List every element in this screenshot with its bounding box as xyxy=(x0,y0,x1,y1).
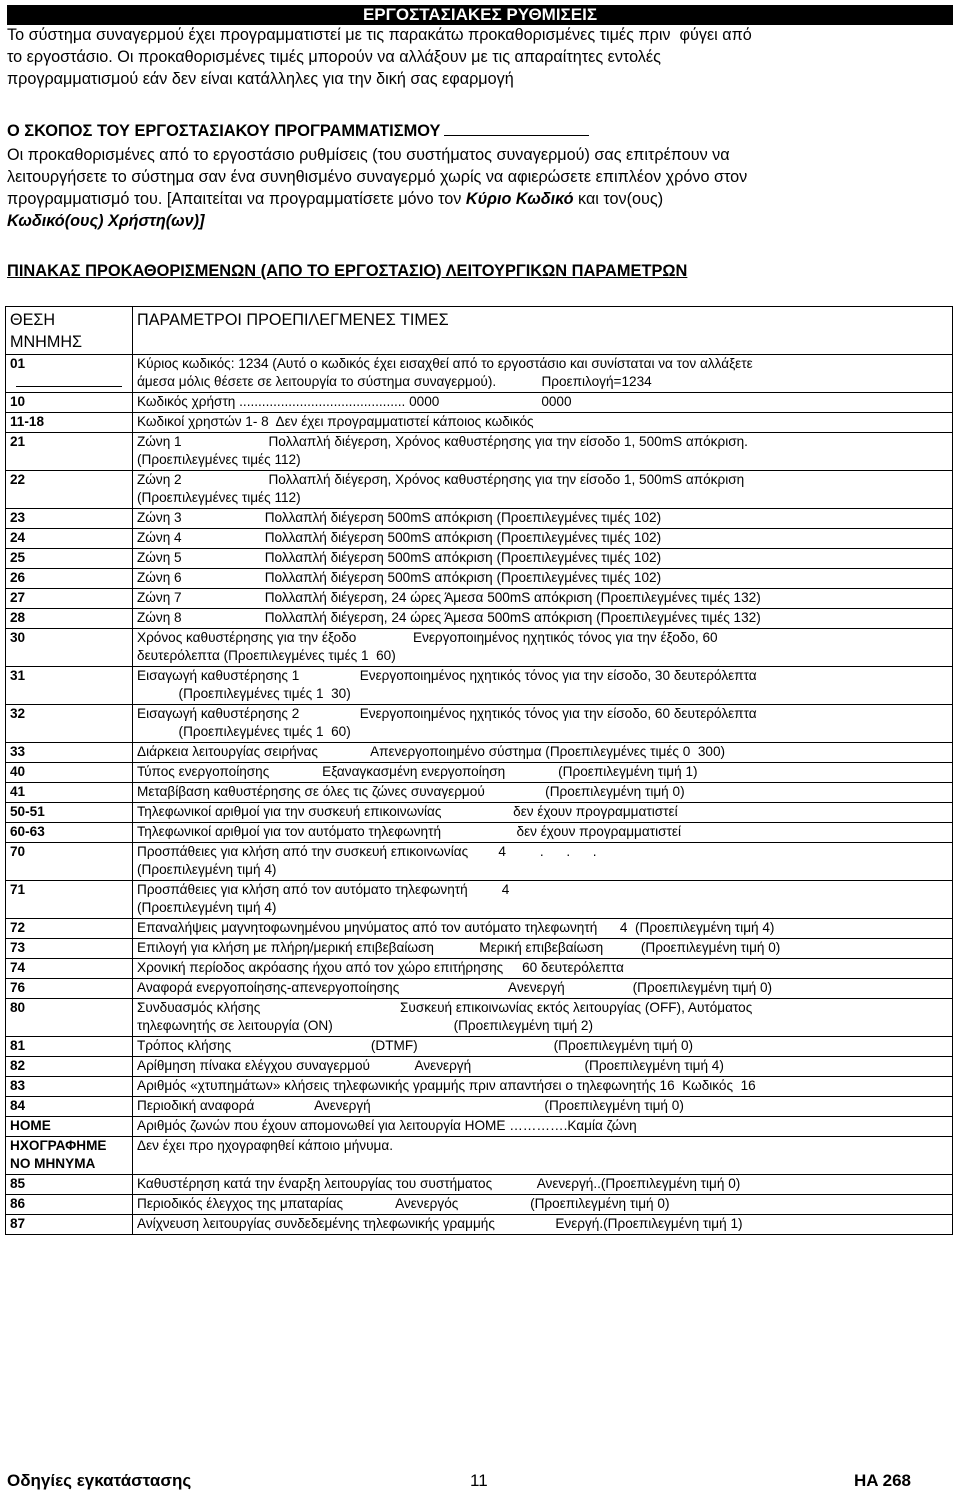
parameter-description xyxy=(133,763,953,783)
memory-position-text: HOME xyxy=(10,1118,51,1133)
memory-position xyxy=(6,549,133,569)
header-parameters: ΠΑΡΑΜΕΤΡΟΙ ΠΡΟΕΠΙΛΕΓΜΕΝΕΣ ΤΙΜΕΣ xyxy=(133,307,953,355)
parameter-line: Κωδικός χρήστη ............................................ 0000 0000 xyxy=(137,394,572,409)
memory-position-text: 86 xyxy=(10,1196,26,1211)
parameter-description xyxy=(133,743,953,763)
parameter-line: Προσπάθειες για κλήση από τον αυτόματο τηλεφωνητή 4 xyxy=(137,882,510,897)
parameter-description xyxy=(133,705,953,743)
parameter-description xyxy=(133,959,953,979)
table-row xyxy=(6,569,953,589)
parameter-description xyxy=(133,1175,953,1195)
parameter-description xyxy=(133,355,953,393)
parameter-line: Ανίχνευση λειτουργίας συνδεδεμένης τηλεφωνικής γραμμής Ενεργή.(Προεπιλεγμένη τιμή 1) xyxy=(137,1216,743,1231)
table-row xyxy=(6,1137,953,1175)
parameter-description xyxy=(133,1215,953,1235)
memory-position xyxy=(6,705,133,743)
parameter-line: Προσπάθειες για κλήση από την συσκευή επικοινωνίας 4 . . . xyxy=(137,844,597,859)
parameter-line: Εισαγωγή καθυστέρησης 2 Ενεργοποιημένος ηχητικός τόνος για την είσοδο, 60 δευτερόλεπτα xyxy=(137,706,757,721)
memory-position xyxy=(6,589,133,609)
table-row xyxy=(6,743,953,763)
memory-position-text: 73 xyxy=(10,940,26,955)
memory-position-text: 40 xyxy=(10,764,26,779)
header-position xyxy=(6,307,133,355)
memory-position-text: 72 xyxy=(10,920,26,935)
parameter-description xyxy=(133,471,953,509)
memory-position-text: 25 xyxy=(10,550,26,565)
parameter-line: Τύπος ενεργοποίησης Εξαναγκασμένη ενεργοποίηση (Προεπιλεγμένη τιμή 1) xyxy=(137,764,698,779)
parameter-line: Επιλογή για κλήση με πλήρη/μερική επιβεβαίωση Μερική επιβεβαίωση (Προεπιλεγμένη τιμή 0) xyxy=(137,940,781,955)
footer-manual-title: Οδηγίες εγκατάστασης xyxy=(7,1471,192,1490)
memory-position-text: 84 xyxy=(10,1098,26,1113)
parameter-description xyxy=(133,881,953,919)
parameter-description xyxy=(133,393,953,413)
table-row xyxy=(6,549,953,569)
parameter-description xyxy=(133,509,953,529)
parameter-line: (Προεπιλεγμένη τιμή 4) xyxy=(137,862,277,877)
scope-heading-text: Ο ΣΚΟΠΟΣ ΤΟΥ ΕΡΓΟΣΤΑΣΙΑΚΟΥ ΠΡΟΓΡΑΜΜΑΤΙΣΜΟΥ xyxy=(7,122,441,140)
parameter-line: Συνδυασμός κλήσης Συσκευή επικοινωνίας εκτός λειτουργίας (OFF), Αυτόματος xyxy=(137,1000,753,1015)
parameter-description xyxy=(133,919,953,939)
parameter-line: Ζώνη 3 Πολλαπλή διέγερση 500mS απόκριση (Προεπιλεγμένες τιμές 102) xyxy=(137,510,662,525)
table-row xyxy=(6,355,953,393)
memory-position-text: 71 xyxy=(10,882,26,897)
parameter-line: (Προεπιλεγμένη τιμή 4) xyxy=(137,900,277,915)
parameter-line: τηλεφωνητής σε λειτουργία (ON) (Προεπιλεγμένη τιμή 2) xyxy=(137,1018,594,1033)
parameter-description xyxy=(133,569,953,589)
table-row xyxy=(6,667,953,705)
table-row xyxy=(6,803,953,823)
memory-position-text: 32 xyxy=(10,706,26,721)
parameter-line: Αριθμός «χτυπημάτων» κλήσεις τηλεφωνικής γραμμής πριν απαντήσει ο τηλεφωνητής 16 Κωδικός 16 xyxy=(137,1078,756,1093)
parameter-line: Περιοδική αναφορά Ανενεργή (Προεπιλεγμένη τιμή 0) xyxy=(137,1098,684,1113)
parameter-line: Αρίθμηση πίνακα ελέγχου συναγερμού Ανενεργή (Προεπιλεγμένη τιμή 4) xyxy=(137,1058,724,1073)
footer-page-number: 11 xyxy=(470,1471,488,1490)
table-row xyxy=(6,1175,953,1195)
memory-position xyxy=(6,433,133,471)
table-row xyxy=(6,823,953,843)
memory-position-text: 70 xyxy=(10,844,26,859)
parameter-line: Χρόνος καθυστέρησης για την έξοδο Ενεργοποιημένος ηχητικός τόνος για την έξοδο, 60 xyxy=(137,630,718,645)
parameter-description xyxy=(133,823,953,843)
memory-position xyxy=(6,1195,133,1215)
parameter-line xyxy=(137,1155,952,1173)
parameter-line: Χρονική περίοδος ακρόασης ήχου από τον χώρο επιτήρησης 60 δευτερόλεπτα xyxy=(137,960,624,975)
memory-position-text: 10 xyxy=(10,394,26,409)
memory-position-text: ΗΧΟΓΡΑΦΗΜΕ xyxy=(10,1138,107,1153)
parameter-description xyxy=(133,529,953,549)
table-row xyxy=(6,881,953,919)
scope-line xyxy=(7,210,953,232)
memory-position xyxy=(6,1175,133,1195)
footer-model: HA 268 xyxy=(853,1471,911,1490)
scope-heading xyxy=(7,121,589,141)
parameter-line: δευτερόλεπτα (Προεπιλεγμένες τιμές 1 60) xyxy=(137,648,396,663)
memory-position xyxy=(6,881,133,919)
parameter-line: Τρόπος κλήσης (DTMF) (Προεπιλεγμένη τιμή 0) xyxy=(137,1038,694,1053)
parameter-description xyxy=(133,609,953,629)
intro-paragraph xyxy=(7,24,953,90)
table-row xyxy=(6,393,953,413)
memory-position xyxy=(6,1117,133,1137)
parameter-description xyxy=(133,549,953,569)
memory-position-text: 11-18 xyxy=(10,414,45,429)
intro-line: το εργοστάσιο. Οι προκαθορισμένες τιμές μπορούν να αλλάξουν με τις απαραίτητες εντολές xyxy=(7,48,661,66)
parameter-description xyxy=(133,629,953,667)
memory-position xyxy=(6,743,133,763)
memory-position xyxy=(6,1077,133,1097)
table-row xyxy=(6,413,953,433)
parameter-description xyxy=(133,1195,953,1215)
parameter-line: Αριθμός ζωνών που έχουν απομονωθεί για λειτουργία HOME ………….Καμία ζώνη xyxy=(137,1118,637,1133)
parameter-line: Δεν έχει προ ηχογραφηθεί κάποιο μήνυμα. xyxy=(137,1138,393,1153)
memory-position-text: 80 xyxy=(10,1000,26,1015)
table-row xyxy=(6,1215,953,1235)
memory-position-text: 41 xyxy=(10,784,26,799)
memory-position xyxy=(6,823,133,843)
parameter-line: Κωδικοί χρηστών 1- 8 Δεν έχει προγραμματιστεί κάποιος κωδικός xyxy=(137,414,534,429)
parameter-line: Ζώνη 1 Πολλαπλή διέγερση, Χρόνος καθυστέρησης για την είσοδο 1, 500mS απόκριση. xyxy=(137,434,748,449)
table-row xyxy=(6,509,953,529)
parameter-line: Ζώνη 5 Πολλαπλή διέγερση 500mS απόκριση (Προεπιλεγμένες τιμές 102) xyxy=(137,550,662,565)
memory-position xyxy=(6,569,133,589)
parameter-line: Εισαγωγή καθυστέρησης 1 Ενεργοποιημένος ηχητικός τόνος για την είσοδο, 30 δευτερόλεπτα xyxy=(137,668,757,683)
parameter-description xyxy=(133,783,953,803)
memory-position xyxy=(6,979,133,999)
intro-line: Το σύστημα συναγερμού έχει προγραμματιστεί με τις παρακάτω προκαθορισμένες τιμές πριν φύγει από xyxy=(7,26,752,44)
parameter-description xyxy=(133,1057,953,1077)
heading-underline xyxy=(444,121,589,136)
parameter-description xyxy=(133,1117,953,1137)
memory-position xyxy=(6,509,133,529)
memory-position xyxy=(6,393,133,413)
scope-line: Οι προκαθορισμένες από το εργοστάσιο ρυθμίσεις (του συστήματος συναγερμού) σας επιτρέπουν να xyxy=(7,146,730,164)
memory-position xyxy=(6,803,133,823)
parameter-line: (Προεπιλεγμένες τιμές 112) xyxy=(137,452,301,467)
table-row xyxy=(6,629,953,667)
memory-position-text: 21 xyxy=(10,434,26,449)
parameter-line: Ζώνη 7 Πολλαπλή διέγερση, 24 ώρες Άμεσα 500mS απόκριση (Προεπιλεγμένες τιμές 132) xyxy=(137,590,761,605)
memory-position-text: 60-63 xyxy=(10,824,45,839)
memory-position-text: 85 xyxy=(10,1176,26,1191)
parameter-line: (Προεπιλεγμένες τιμές 112) xyxy=(137,490,301,505)
table-row xyxy=(6,609,953,629)
memory-position-text: 76 xyxy=(10,980,26,995)
memory-position xyxy=(6,1215,133,1235)
memory-position xyxy=(6,413,133,433)
table-row xyxy=(6,843,953,881)
memory-position-text: 01 xyxy=(10,356,26,371)
memory-position-text: 81 xyxy=(10,1038,26,1053)
table-row xyxy=(6,1057,953,1077)
memory-position xyxy=(6,1037,133,1057)
memory-position-text: 28 xyxy=(10,610,26,625)
memory-position xyxy=(6,529,133,549)
memory-position xyxy=(6,843,133,881)
memory-position xyxy=(6,999,133,1037)
position-underline xyxy=(16,373,122,387)
table-row xyxy=(6,471,953,509)
table-row xyxy=(6,919,953,939)
memory-position xyxy=(6,667,133,705)
memory-position xyxy=(6,1057,133,1077)
parameter-description xyxy=(133,1037,953,1057)
parameter-line: Ζώνη 8 Πολλαπλή διέγερση, 24 ώρες Άμεσα 500mS απόκριση (Προεπιλεγμένες τιμές 132) xyxy=(137,610,761,625)
parameter-description xyxy=(133,413,953,433)
memory-position xyxy=(6,783,133,803)
table-header-row xyxy=(6,307,953,355)
memory-position-text: 74 xyxy=(10,960,26,975)
scope-paragraph xyxy=(7,144,953,232)
memory-position xyxy=(6,919,133,939)
intro-line: προγραμματισμού εάν δεν είναι κατάλληλες για την δική σας εφαρμογή xyxy=(7,70,514,88)
memory-position-text: 50-51 xyxy=(10,804,45,819)
parameters-table xyxy=(5,306,953,1235)
user-codes-emphasis: Κωδικό(ους) Χρήστη(ων)] xyxy=(7,212,205,230)
table-row xyxy=(6,529,953,549)
table-row xyxy=(6,763,953,783)
table-row xyxy=(6,999,953,1037)
parameter-description xyxy=(133,667,953,705)
parameter-line: Επαναλήψεις μαγνητοφωνημένου μηνύματος από τον αυτόματο τηλεφωνητή 4 (Προεπιλεγμένη τιμή 4) xyxy=(137,920,775,935)
parameter-description xyxy=(133,999,953,1037)
memory-position xyxy=(6,629,133,667)
memory-position xyxy=(6,959,133,979)
parameter-line: Ζώνη 6 Πολλαπλή διέγερση 500mS απόκριση (Προεπιλεγμένες τιμές 102) xyxy=(137,570,662,585)
memory-position-text: ΝΟ ΜΗΝΥΜΑ xyxy=(10,1156,96,1171)
table-row xyxy=(6,1077,953,1097)
header-position-line: ΜΝΗΜΗΣ xyxy=(10,333,83,351)
memory-position-text: 26 xyxy=(10,570,26,585)
parameter-description xyxy=(133,433,953,471)
memory-position xyxy=(6,1097,133,1117)
parameter-line: Μεταβίβαση καθυστέρησης σε όλες τις ζώνες συναγερμού (Προεπιλεγμένη τιμή 0) xyxy=(137,784,685,799)
memory-position-text: 87 xyxy=(10,1216,26,1231)
scope-line xyxy=(7,188,953,210)
memory-position xyxy=(6,939,133,959)
table-row xyxy=(6,979,953,999)
memory-position-text: 22 xyxy=(10,472,26,487)
memory-position-text: 24 xyxy=(10,530,26,545)
page-title: ΕΡΓΟΣΤΑΣΙΑΚΕΣ ΡΥΘΜΙΣΕΙΣ xyxy=(7,5,953,25)
parameter-line: Διάρκεια λειτουργίας σειρήνας Απενεργοποιημένο σύστημα (Προεπιλεγμένες τιμές 0 300) xyxy=(137,744,726,759)
header-position-line: ΘΕΣΗ xyxy=(10,311,56,329)
parameter-description xyxy=(133,1137,953,1175)
table-row xyxy=(6,939,953,959)
memory-position xyxy=(6,763,133,783)
memory-position xyxy=(6,471,133,509)
table-row xyxy=(6,783,953,803)
scope-line-text: και τον(ους) xyxy=(573,190,664,208)
table-title: ΠΙΝΑΚΑΣ ΠΡΟΚΑΘΟΡΙΣΜΕΝΩΝ (ΑΠΟ ΤΟ ΕΡΓΟΣΤΑΣΙΟ) ΛΕΙΤΟΥΡΓΙΚΩΝ ΠΑΡΑΜΕΤΡΩΝ xyxy=(7,262,688,280)
parameter-line: Τηλεφωνικοί αριθμοί για την συσκευή επικοινωνίας δεν έχουν προγραμματιστεί xyxy=(137,804,678,819)
table-row xyxy=(6,433,953,471)
parameter-line: Καθυστέρηση κατά την έναρξη λειτουργίας του συστήματος Ανενεργή..(Προεπιλεγμένη τιμή 0) xyxy=(137,1176,741,1191)
memory-position-text: 23 xyxy=(10,510,26,525)
table-row xyxy=(6,1195,953,1215)
scope-line: λειτουργήσετε το σύστημα σαν ένα συνηθισμένο συναγερμό χωρίς να αφιερώσετε επιπλέον χρόνο στον xyxy=(7,168,748,186)
parameter-line: άμεσα μόλις θέσετε σε λειτουργία το σύστημα συναγερμού). Προεπιλογή=1234 xyxy=(137,374,652,389)
parameter-line: (Προεπιλεγμένες τιμές 1 30) xyxy=(137,686,351,701)
table-row xyxy=(6,959,953,979)
memory-position-text: 27 xyxy=(10,590,26,605)
parameter-line: Κύριος κωδικός: 1234 (Αυτό ο κωδικός έχει εισαχθεί από το εργοστάσιο και συνίσταται να τον αλλάξετε xyxy=(137,356,753,371)
memory-position xyxy=(6,609,133,629)
parameter-description xyxy=(133,589,953,609)
scope-line-text: προγραμματισμό του. [Απαιτείται να προγραμματίσετε μόνο τον xyxy=(7,190,466,208)
memory-position-text: 30 xyxy=(10,630,26,645)
memory-position xyxy=(6,1137,133,1175)
table-row xyxy=(6,1097,953,1117)
parameter-description xyxy=(133,979,953,999)
parameter-description xyxy=(133,803,953,823)
memory-position xyxy=(6,355,133,393)
parameter-description xyxy=(133,1077,953,1097)
parameter-line: Ζώνη 4 Πολλαπλή διέγερση 500mS απόκριση (Προεπιλεγμένες τιμές 102) xyxy=(137,530,662,545)
memory-position-text: 82 xyxy=(10,1058,26,1073)
parameter-description xyxy=(133,1097,953,1117)
table-row xyxy=(6,1117,953,1137)
table-row xyxy=(6,1037,953,1057)
parameter-line: Τηλεφωνικοί αριθμοί για τον αυτόματο τηλεφωνητή δεν έχουν προγραμματιστεί xyxy=(137,824,681,839)
memory-position-text: 83 xyxy=(10,1078,26,1093)
table-row xyxy=(6,589,953,609)
master-code-emphasis: Κύριο Κωδικό xyxy=(465,190,574,208)
parameter-line: Ζώνη 2 Πολλαπλή διέγερση, Χρόνος καθυστέρησης για την είσοδο 1, 500mS απόκριση xyxy=(137,472,745,487)
memory-position-text: 31 xyxy=(10,668,26,683)
memory-position-text: 33 xyxy=(10,744,26,759)
table-row xyxy=(6,705,953,743)
parameter-line: Αναφορά ενεργοποίησης-απενεργοποίησης Ανενεργή (Προεπιλεγμένη τιμή 0) xyxy=(137,980,773,995)
parameter-description xyxy=(133,843,953,881)
parameter-line: Περιοδικός έλεγχος της μπαταρίας Ανενεργός (Προεπιλεγμένη τιμή 0) xyxy=(137,1196,670,1211)
parameter-line: (Προεπιλεγμένες τιμές 1 60) xyxy=(137,724,351,739)
parameter-description xyxy=(133,939,953,959)
